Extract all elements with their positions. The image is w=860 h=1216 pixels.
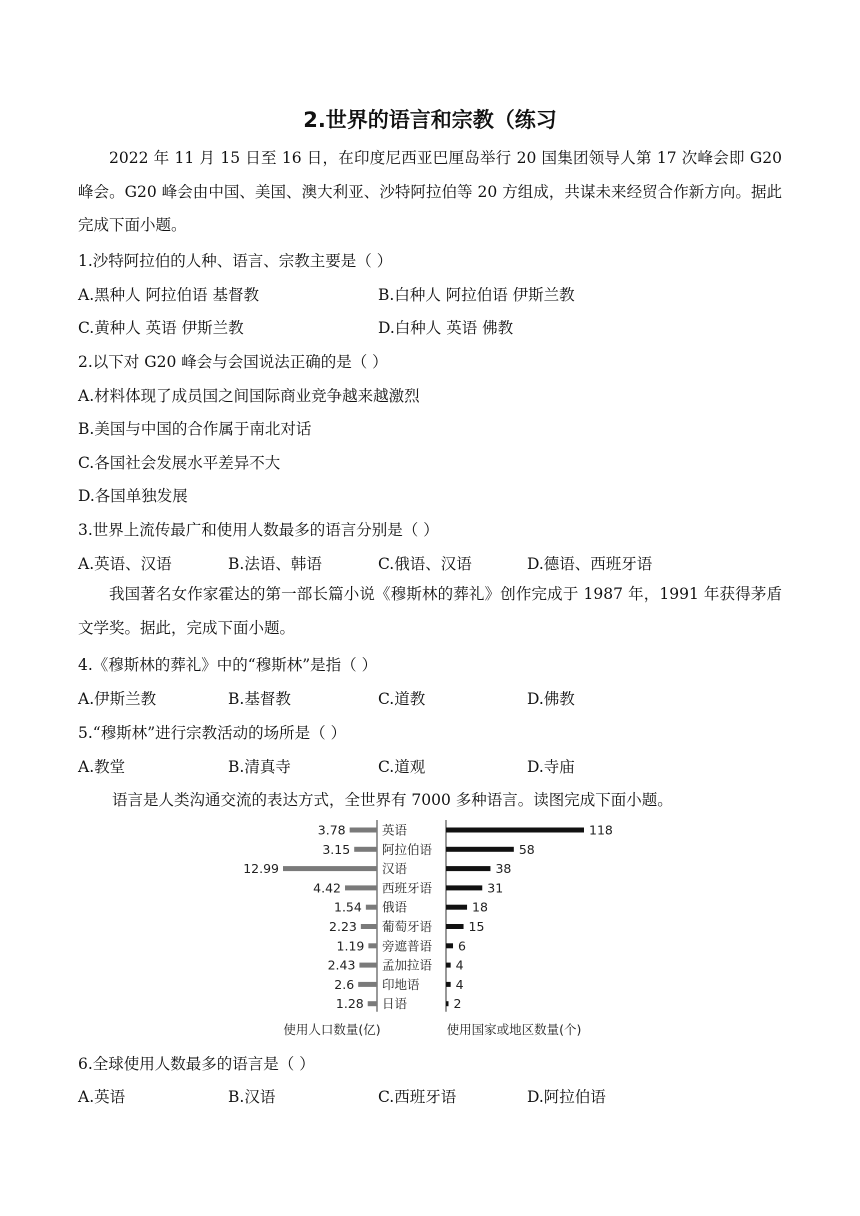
q2-option-d: D.各国单独发展 — [78, 487, 188, 505]
population-value-label: 2.43 — [327, 957, 356, 973]
country-count-bar — [446, 866, 490, 871]
q3-option-c: C.俄语、汉语 — [378, 555, 472, 573]
country-count-value-label: 4 — [455, 976, 464, 992]
page-title: 2.世界的语言和宗教（练习 — [303, 108, 557, 132]
population-bar — [359, 963, 377, 968]
population-bar — [283, 866, 377, 871]
population-bar — [366, 905, 377, 910]
passage-2: 我国著名女作家霍达的第一部长篇小说《穆斯林的葬礼》创作完成于 1987 年，1991 年获得茅盾文学奖。据此，完成下面小题。 — [78, 585, 782, 637]
q5-option-d: D.寺庙 — [527, 758, 575, 776]
country-count-bar — [446, 828, 584, 833]
q6-option-a: A.英语 — [78, 1088, 126, 1106]
population-value-label: 3.78 — [317, 822, 346, 838]
language-chart — [0, 812, 860, 1044]
population-bar — [361, 924, 377, 929]
country-count-bar — [446, 847, 514, 852]
q5-option-a: A.教堂 — [78, 758, 126, 776]
q5-option-c: C.道观 — [378, 758, 426, 776]
country-count-bar — [446, 905, 467, 910]
q6-option-c: C.西班牙语 — [378, 1088, 457, 1106]
q1-option-c: C.黄种人 英语 伊斯兰教 — [78, 319, 244, 337]
population-value-label: 4.42 — [313, 880, 342, 896]
population-value-label: 1.19 — [336, 938, 365, 954]
language-category-label: 葡萄牙语 — [382, 919, 433, 934]
country-count-value-label: 18 — [472, 899, 488, 915]
country-count-bar — [446, 924, 464, 929]
population-value-label: 2.23 — [329, 919, 357, 934]
q3-option-b: B.法语、韩语 — [228, 555, 322, 573]
population-bar — [368, 1001, 377, 1006]
q3-option-a: A.英语、汉语 — [78, 555, 172, 573]
passage-3: 语言是人类沟通交流的表达方式，全世界有 7000 多种语言。读图完成下面小题。 — [112, 791, 673, 809]
population-bar — [358, 982, 377, 987]
language-category-label: 旁遮普语 — [382, 938, 433, 954]
language-category-label: 汉语 — [382, 861, 408, 877]
country-count-value-label: 38 — [495, 861, 512, 877]
language-category-label: 阿拉伯语 — [382, 841, 433, 857]
country-count-value-label: 4 — [455, 957, 464, 973]
population-value-label: 1.54 — [334, 899, 362, 915]
language-category-label: 孟加拉语 — [382, 957, 433, 973]
population-value-label: 1.28 — [335, 996, 364, 1012]
question-1-stem: 1.沙特阿拉伯的人种、语言、宗教主要是（ ） — [78, 252, 393, 270]
population-value-label: 12.99 — [243, 861, 279, 877]
language-category-label: 印地语 — [382, 976, 420, 992]
language-category-label: 日语 — [382, 996, 408, 1012]
country-count-value-label: 2 — [453, 996, 462, 1012]
country-count-bar — [446, 943, 453, 948]
q4-option-c: C.道教 — [378, 690, 426, 708]
population-value-label: 3.15 — [322, 841, 351, 857]
country-count-bar — [446, 885, 482, 890]
q1-option-b: B.白种人 阿拉伯语 伊斯兰教 — [378, 286, 575, 304]
q5-option-b: B.清真寺 — [228, 758, 291, 776]
population-value-label: 2.6 — [334, 976, 355, 992]
question-2-stem: 2.以下对 G20 峰会与会国说法正确的是（ ） — [78, 353, 388, 371]
q4-option-b: B.基督教 — [228, 690, 291, 708]
country-count-bar — [446, 982, 451, 987]
population-bar — [354, 847, 377, 852]
question-5-stem: 5.“穆斯林”进行宗教活动的场所是（ ） — [78, 724, 347, 742]
language-category-label: 西班牙语 — [382, 880, 433, 896]
country-count-value-label: 15 — [468, 919, 485, 934]
passage-1: 2022 年 11 月 15 日至 16 日，在印度尼西亚巴厘岛举行 20 国集团领导人第 17 次峰会即 G20 峰会。G20 峰会由中国、美国、澳大利亚、沙特阿拉伯等 20 方组成，共谋未来经贸合作新方向。据此完成下面小题。 — [78, 149, 782, 234]
population-bar — [350, 828, 377, 833]
country-count-value-label: 6 — [458, 938, 466, 954]
q4-option-a: A.伊斯兰教 — [78, 690, 157, 708]
q6-option-d: D.阿拉伯语 — [527, 1088, 606, 1106]
question-3-stem: 3.世界上流传最广和使用人数最多的语言分别是（ ） — [78, 521, 439, 539]
left-axis-title: 使用人口数量(亿) — [283, 1022, 381, 1037]
country-count-value-label: 58 — [518, 841, 535, 857]
q2-option-a: A.材料体现了成员国之间国际商业竞争越来越激烈 — [78, 387, 420, 405]
language-category-label: 英语 — [382, 822, 408, 838]
right-axis-title: 使用国家或地区数量(个) — [446, 1022, 582, 1037]
q2-option-c: C.各国社会发展水平差异不大 — [78, 454, 281, 472]
country-count-bar — [446, 963, 451, 968]
q1-option-a: A.黑种人 阿拉伯语 基督教 — [78, 286, 259, 304]
country-count-value-label: 118 — [589, 822, 613, 838]
country-count-value-label: 31 — [487, 880, 504, 896]
country-count-bar — [446, 1001, 449, 1006]
q2-option-b: B.美国与中国的合作属于南北对话 — [78, 420, 312, 438]
question-4-stem: 4.《穆斯林的葬礼》中的“穆斯林”是指（ ） — [78, 656, 378, 674]
language-category-label: 俄语 — [382, 899, 408, 915]
q1-option-d: D.白种人 英语 佛教 — [378, 319, 514, 337]
population-bar — [345, 885, 377, 890]
q4-option-d: D.佛教 — [527, 690, 575, 708]
question-6-stem: 6.全球使用人数最多的语言是（ ） — [78, 1055, 315, 1073]
q6-option-b: B.汉语 — [228, 1088, 276, 1106]
q3-option-d: D.德语、西班牙语 — [527, 555, 653, 573]
population-bar — [368, 943, 377, 948]
